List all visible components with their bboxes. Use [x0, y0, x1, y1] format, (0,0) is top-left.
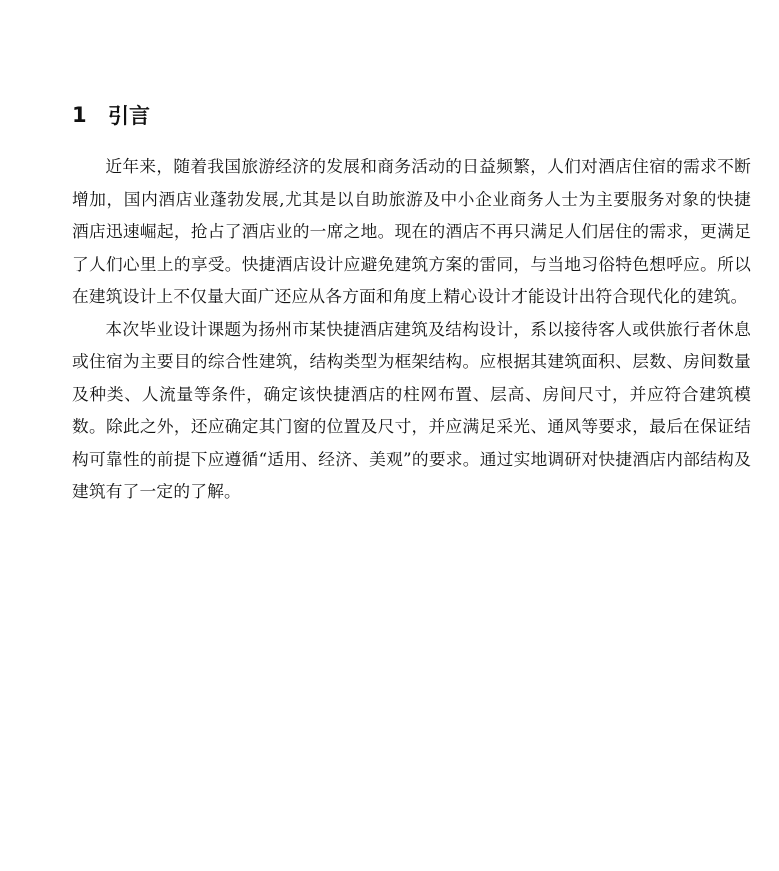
section-title: 引言: [108, 104, 150, 128]
paragraph: 本次毕业设计课题为扬州市某快捷酒店建筑及结构设计，系以接待客人或供旅行者休息或住宿为主要目的综合性建筑，结构类型为框架结构。应根据其建筑面积、层数、房间数量及种类、人流量等条件，确定该快捷酒店的柱网布置、层高、房间尺寸，并应符合建筑模数。除此之外，还应确定其门窗的位置及尺寸，并应满足采光、通风等要求，最后在保证结构可靠性的前提下应遵循“适用、经济、美观”的要求。通过实地调研对快捷酒店内部结构及建筑有了一定的了解。: [72, 318, 751, 501]
section-body: [72, 150, 751, 508]
paragraph: 近年来，随着我国旅游经济的发展和商务活动的日益频繁，人们对酒店住宿的需求不断增加，国内酒店业蓬勃发展,尤其是以自助旅游及中小企业商务人士为主要服务对象的快捷酒店迅速崛起，抢占了酒店业的一席之地。现在的酒店不再只满足人们居住的需求，更满足了人们心里上的享受。快捷酒店设计应避免建筑方案的雷同，与当地习俗特色想呼应。所以在建筑设计上不仅量大面广还应从各方面和角度上精心设计才能设计出符合现代化的建筑。: [72, 156, 751, 306]
section-number: 1: [72, 103, 87, 127]
section-heading: [72, 100, 150, 130]
